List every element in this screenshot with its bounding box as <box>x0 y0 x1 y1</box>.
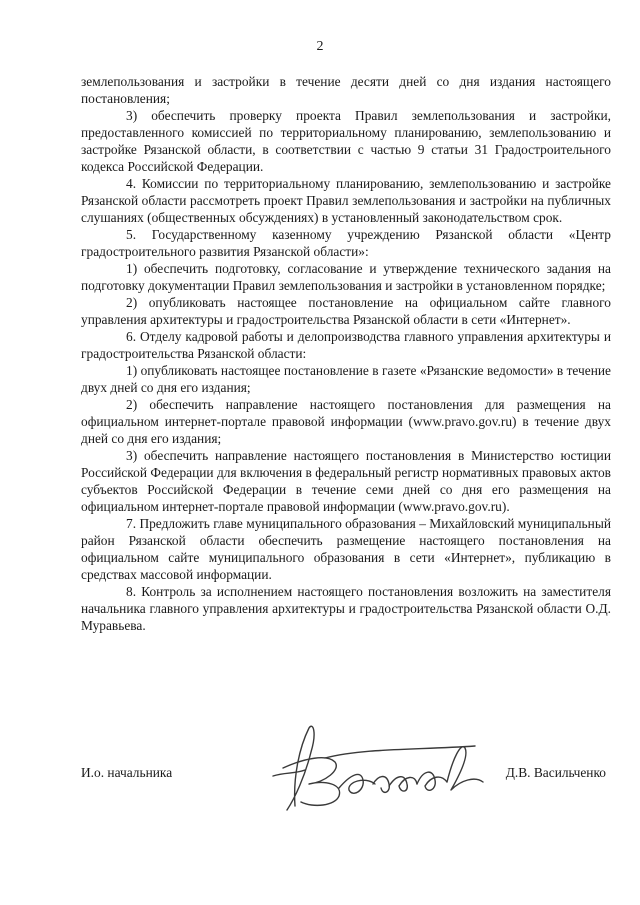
signatory-position: И.о. начальника <box>81 765 173 780</box>
paragraph: 2) обеспечить направление настоящего постановления для размещения на официальном интернет-портале правовой информации (www.pravo.gov.ru) в течение двух дней со дня его издания; <box>81 397 611 446</box>
paragraph: 2) опубликовать настоящее постановление на официальном сайте главного управления архитектуры и градостроительства Рязанской области в сети «Интернет». <box>81 295 611 327</box>
paragraph: 4. Комиссии по территориальному планированию, землепользованию и застройке Рязанской области рассмотреть проект Правил землепользования и застройки на публичных слушаниях (общественных обсуждениях) в установленный законодательством срок. <box>81 176 611 225</box>
paragraph: 8. Контроль за исполнением настоящего постановления возложить на заместителя начальника главного управления архитектуры и градостроительства Рязанской области О.Д. Муравьева. <box>81 584 611 633</box>
document-body <box>81 73 611 634</box>
signatory-name: Д.В. Васильченко <box>505 765 606 780</box>
paragraph: землепользования и застройки в течение десяти дней со дня издания настоящего постановления; <box>81 74 611 106</box>
paragraph: 1) опубликовать настоящее постановление в газете «Рязанские ведомости» в течение двух дней со дня его издания; <box>81 363 611 395</box>
paragraph: 3) обеспечить направление настоящего постановления в Министерство юстиции Российской Федерации для включения в федеральный регистр нормативных правовых актов субъектов Российской Федерации в течение семи дней со дня его размещения на официальном интернет-портале правовой информации (www.pravo.gov.ru). <box>81 448 611 514</box>
paragraph: 7. Предложить главе муниципального образования – Михайловский муниципальный район Рязанской области обеспечить размещение настоящего постановления на официальном сайте муниципального образования в сети «Интернет», публикацию в средствах массовой информации. <box>81 516 611 582</box>
paragraph: 3) обеспечить проверку проекта Правил землепользования и застройки, предоставленного комиссией по территориальному планированию, землепользованию и застройке Рязанской области, в соответствии с частью 9 статьи 31 Градостроительного кодекса Российской Федерации. <box>81 108 611 174</box>
page-number: 2 <box>316 39 324 54</box>
handwritten-signature <box>265 718 495 818</box>
paragraph: 6. Отделу кадровой работы и делопроизводства главного управления архитектуры и градостроительства Рязанской области: <box>81 329 611 361</box>
paragraph: 1) обеспечить подготовку, согласование и утверждение технического задания на подготовку документации Правил землепользования и застройки в установленном порядке; <box>81 261 611 293</box>
paragraph: 5. Государственному казенному учреждению Рязанской области «Центр градостроительного развития Рязанской области»: <box>81 227 611 259</box>
